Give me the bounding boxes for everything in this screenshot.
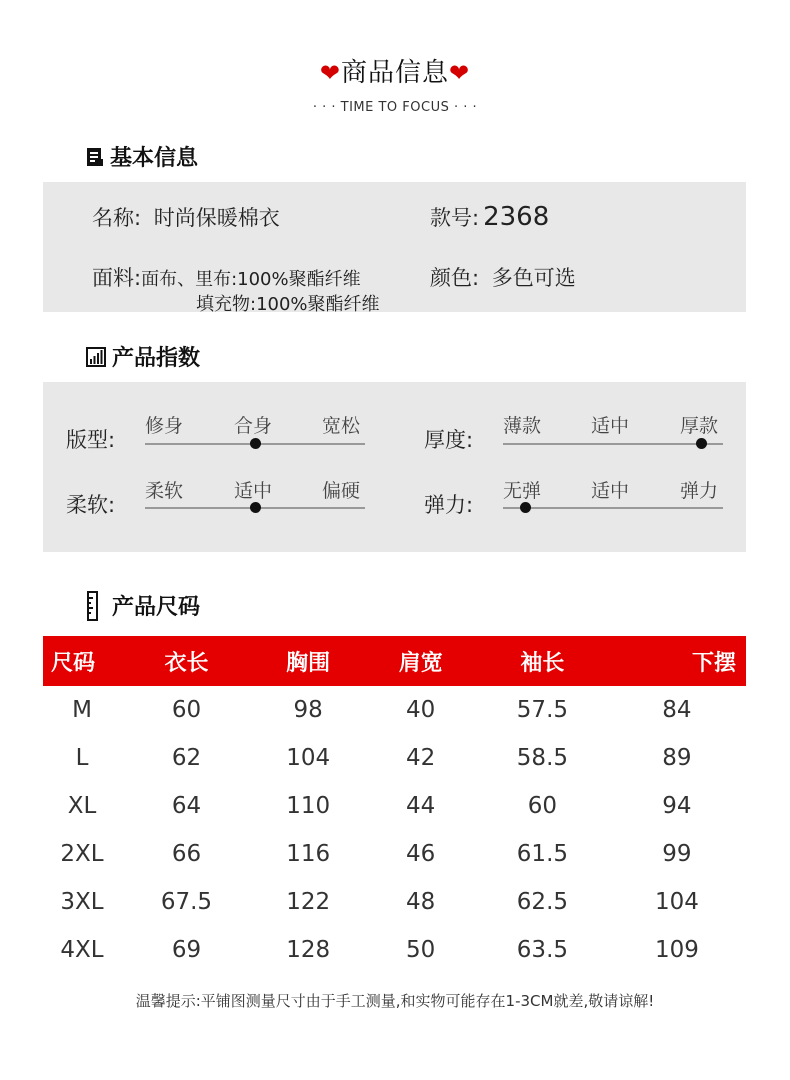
table-cell: 60 (527, 793, 558, 819)
table-cell: 63.5 (516, 937, 569, 963)
table-cell: 67.5 (160, 889, 213, 915)
index-option: 厚款 (680, 415, 719, 437)
size-cell: M (72, 697, 92, 723)
index-track (503, 443, 723, 445)
heart-icon: ❤ (319, 59, 341, 87)
index-marker (696, 438, 707, 449)
heart-icon: ❤ (449, 59, 471, 87)
style-number-value: 2368 (483, 202, 550, 232)
section-heading-index (86, 341, 200, 372)
index-marker (250, 502, 261, 513)
fabric-line-1: 面布、里布:100%聚酯纤维 (141, 269, 361, 290)
table-row (43, 686, 746, 734)
table-cell: 109 (654, 937, 699, 963)
size-cell: L (75, 745, 89, 771)
bar-chart-icon (86, 347, 106, 367)
table-row (43, 830, 746, 878)
size-cell: 2XL (60, 841, 104, 867)
index-label-thickness: 厚度: (424, 428, 474, 452)
table-cell: 64 (171, 793, 202, 819)
footer-note: 温馨提示:平铺图测量尺寸由于手工测量,和实物可能存在1-3CM就差,敬请谅解! (135, 992, 655, 1010)
index-marker (250, 438, 261, 449)
table-cell: 128 (286, 937, 331, 963)
index-option: 适中 (591, 480, 630, 502)
table-cell: 69 (171, 937, 202, 963)
table-row (43, 782, 746, 830)
table-row (43, 878, 746, 926)
table-cell: 122 (286, 889, 331, 915)
column-header: 肩宽 (364, 636, 477, 686)
column-header: 下摆 (608, 636, 746, 686)
section-heading-text: 产品尺码 (112, 595, 201, 620)
size-table (43, 636, 746, 974)
table-cell: 50 (406, 937, 436, 963)
table-cell: 110 (286, 793, 331, 819)
fabric-line-2: 填充物:100%聚酯纤维 (196, 294, 380, 315)
style-number-field: 款号: 2368 (430, 202, 550, 232)
table-cell: 44 (406, 793, 436, 819)
index-option: 偏硬 (322, 480, 361, 502)
table-cell: 60 (171, 697, 202, 723)
table-cell: 46 (406, 841, 436, 867)
index-option: 修身 (145, 415, 184, 437)
index-label-softness: 柔软: (66, 493, 116, 517)
table-cell: 89 (662, 745, 692, 771)
index-panel (43, 382, 746, 552)
index-option: 弹力 (680, 480, 719, 502)
index-option: 适中 (234, 480, 273, 502)
fabric-field: 面料:面布、里布:100%聚酯纤维 (92, 266, 361, 290)
table-cell: 40 (406, 697, 436, 723)
index-label-elasticity: 弹力: (424, 493, 474, 517)
table-cell: 116 (286, 841, 331, 867)
size-cell: 4XL (60, 937, 104, 963)
document-icon (86, 147, 104, 167)
index-label-fit: 版型: (66, 428, 116, 452)
table-cell: 42 (406, 745, 436, 771)
table-cell: 48 (406, 889, 436, 915)
section-heading-size (86, 590, 200, 621)
index-option: 适中 (591, 415, 630, 437)
name-field: 名称: 时尚保暖棉衣 (92, 206, 280, 230)
index-track (503, 507, 723, 509)
page-title (0, 52, 790, 89)
table-cell: 57.5 (516, 697, 569, 723)
table-cell: 61.5 (516, 841, 569, 867)
color-field: 颜色: 多色可选 (430, 266, 576, 290)
table-cell: 62.5 (516, 889, 569, 915)
column-header: 衣长 (121, 636, 252, 686)
name-value: 时尚保暖棉衣 (153, 206, 280, 230)
table-cell: 104 (286, 745, 331, 771)
fabric-field-line2 (196, 290, 380, 316)
table-cell: 66 (171, 841, 202, 867)
index-option: 薄款 (503, 415, 542, 437)
table-cell: 62 (171, 745, 202, 771)
size-cell: 3XL (60, 889, 104, 915)
table-cell: 98 (293, 697, 323, 723)
table-cell: 94 (662, 793, 692, 819)
index-marker (520, 502, 531, 513)
page-subtitle: · · · TIME TO FOCUS · · · (312, 100, 478, 115)
index-option: 无弹 (503, 480, 542, 502)
section-heading-text: 产品指数 (112, 346, 201, 371)
table-cell: 104 (654, 889, 699, 915)
column-header: 胸围 (252, 636, 365, 686)
column-header: 袖长 (477, 636, 608, 686)
section-heading-text: 基本信息 (110, 146, 199, 171)
size-table-header (43, 636, 746, 686)
column-header: 尺码 (43, 636, 121, 686)
table-cell: 84 (662, 697, 692, 723)
index-option: 合身 (234, 415, 273, 437)
index-option: 柔软 (145, 480, 184, 502)
index-option: 宽松 (322, 415, 361, 437)
ruler-icon (86, 591, 100, 621)
table-cell: 99 (662, 841, 692, 867)
size-cell: XL (67, 793, 97, 819)
table-row (43, 734, 746, 782)
section-heading-basic (86, 141, 198, 172)
page-title-text: 商品信息 (340, 58, 449, 88)
color-value: 多色可选 (491, 266, 576, 290)
table-cell: 58.5 (516, 745, 569, 771)
table-row (43, 926, 746, 974)
